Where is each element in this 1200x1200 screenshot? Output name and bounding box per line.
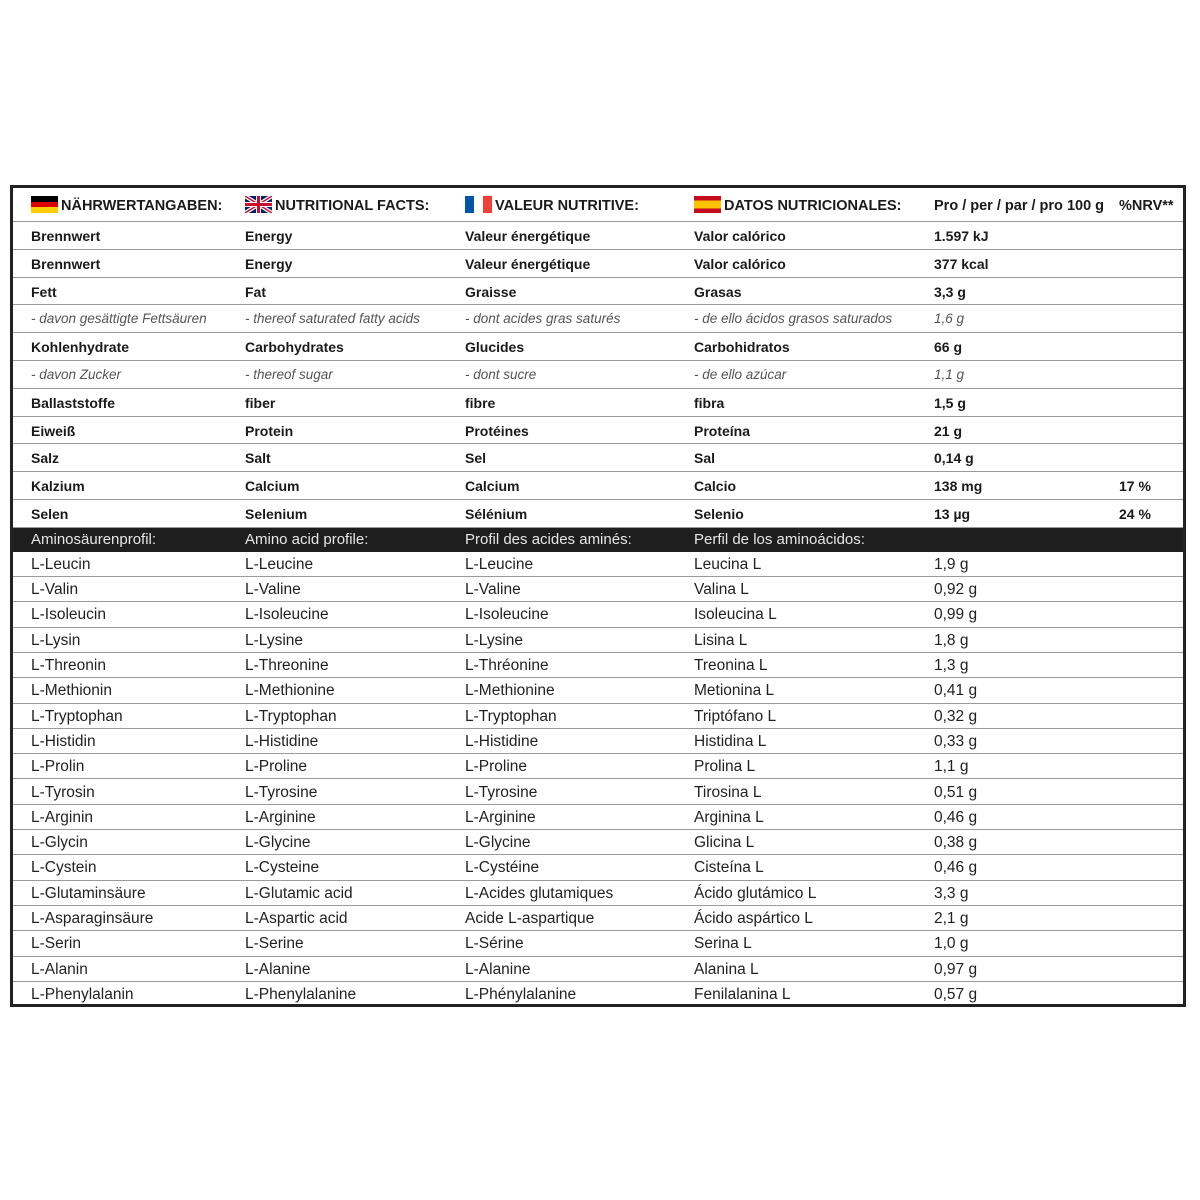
amino-header-row xyxy=(13,528,1183,552)
amino-cell-value: 0,32 g xyxy=(934,707,978,725)
amino-cell-value: 0,51 g xyxy=(934,783,978,801)
amino-cell-en: L-Glycine xyxy=(245,834,311,852)
amino-cell-en: L-Aspartic acid xyxy=(245,910,348,927)
amino-row xyxy=(13,855,1183,880)
header-de-label: NÄHRWERTANGABEN: xyxy=(61,198,223,214)
nutrition-cell-es: Valor calórico xyxy=(694,255,786,272)
amino-cell-fr: L-Valine xyxy=(465,581,521,599)
nutrition-cell-es: Selenio xyxy=(694,506,744,522)
amino-cell-es: Cisteína L xyxy=(694,859,764,877)
amino-cell-value: 1,1 g xyxy=(934,758,969,776)
amino-cell-fr: L-Proline xyxy=(465,758,528,776)
nutrition-cell-en: Calcium xyxy=(245,478,300,495)
amino-cell-es: Lisina L xyxy=(694,631,748,649)
nutrition-row xyxy=(13,444,1183,472)
amino-cell-en: L-Cysteine xyxy=(245,859,320,877)
amino-cell-fr: L-Histidine xyxy=(465,732,539,750)
amino-row xyxy=(13,678,1183,703)
amino-cell-fr: L-Methionine xyxy=(465,682,555,700)
germany-flag-icon xyxy=(31,196,58,213)
amino-cell-value: 0,92 g xyxy=(934,581,978,599)
amino-cell-es: Serina L xyxy=(694,935,752,953)
amino-cell-de: L-Lysin xyxy=(31,631,81,649)
amino-cell-es: Leucina L xyxy=(694,555,762,573)
nutrition-cell-fr: Glucides xyxy=(465,339,525,356)
nutrition-cell-fr: - dont sucre xyxy=(465,367,537,382)
amino-cell-fr: L-Isoleucine xyxy=(465,606,549,624)
header-es-label: DATOS NUTRICIONALES: xyxy=(724,198,902,214)
amino-row xyxy=(13,552,1183,577)
amino-row xyxy=(13,754,1183,779)
nutrition-cell-de: Ballaststoffe xyxy=(31,394,116,411)
nutrition-cell-es: Grasas xyxy=(694,283,742,300)
amino-cell-en: L-Serine xyxy=(245,935,304,953)
amino-cell-fr: L-Alanine xyxy=(465,960,531,978)
nutrition-cell-es: Valor calórico xyxy=(694,228,786,244)
amino-cell-value: 0,57 g xyxy=(934,985,978,1003)
nutrition-cell-fr: Sélénium xyxy=(465,506,528,522)
amino-cell-fr: L-Glycine xyxy=(465,834,531,852)
amino-header-de: Aminosäurenprofil: xyxy=(31,530,157,548)
amino-cell-es: Triptófano L xyxy=(694,707,777,725)
amino-cell-en: L-Arginine xyxy=(245,808,316,826)
nutrition-cell-de: Fett xyxy=(31,283,57,300)
amino-cell-en: L-Proline xyxy=(245,758,308,776)
amino-cell-value: 0,46 g xyxy=(934,859,978,877)
amino-cell-fr: L-Cystéine xyxy=(465,859,540,877)
nutrition-cell-en: Protein xyxy=(245,422,294,439)
amino-cell-fr: L-Phénylalanine xyxy=(465,985,577,1003)
nutrition-cell-en: fiber xyxy=(245,394,276,411)
nutrition-cell-es: - de ello ácidos grasos saturados xyxy=(694,311,893,327)
amino-row xyxy=(13,729,1183,754)
amino-cell-de: L-Glutaminsäure xyxy=(31,884,146,902)
amino-cell-value: 0,99 g xyxy=(934,606,978,624)
header-de xyxy=(31,188,222,224)
amino-cell-de: L-Leucin xyxy=(31,555,91,573)
amino-cell-es: Ácido aspártico L xyxy=(694,910,813,927)
nutrition-cell-es: fibra xyxy=(694,394,725,411)
nutrition-row xyxy=(13,305,1183,333)
amino-cell-de: L-Tryptophan xyxy=(31,707,123,725)
nutrition-cell-de: Kalzium xyxy=(31,478,85,495)
amino-cell-fr: L-Tryptophan xyxy=(465,707,557,725)
nutrition-cell-value: 138 mg xyxy=(934,478,983,495)
amino-cell-de: L-Isoleucin xyxy=(31,606,106,624)
amino-cell-de: L-Glycin xyxy=(31,834,88,852)
nutrition-cell-fr: Sel xyxy=(465,450,487,467)
amino-cell-value: 2,1 g xyxy=(934,910,969,927)
amino-cell-value: 1,9 g xyxy=(934,555,969,573)
amino-cell-es: Valina L xyxy=(694,581,749,599)
amino-cell-de: L-Phenylalanin xyxy=(31,985,134,1003)
amino-cell-es: Isoleucina L xyxy=(694,606,777,624)
nutrition-cell-value: 1,6 g xyxy=(934,311,965,327)
nutrition-cell-es: Sal xyxy=(694,450,716,467)
nutrition-cell-en: - thereof sugar xyxy=(245,367,333,382)
header-en xyxy=(245,188,429,224)
amino-cell-de: L-Cystein xyxy=(31,859,97,877)
nutrition-cell-fr: Protéines xyxy=(465,422,529,439)
amino-cell-en: L-Lysine xyxy=(245,631,304,649)
amino-header-fr: Profil des acides aminés: xyxy=(465,530,632,548)
nutrition-cell-es: Proteína xyxy=(694,422,751,439)
nutrition-cell-de: Brennwert xyxy=(31,228,101,244)
amino-cell-de: L-Histidin xyxy=(31,732,96,750)
amino-cell-de: L-Tyrosin xyxy=(31,783,95,801)
header-fr xyxy=(465,188,639,224)
nutrition-cell-fr: Calcium xyxy=(465,478,520,495)
amino-cell-en: L-Leucine xyxy=(245,555,314,573)
nutrition-cell-value: 66 g xyxy=(934,339,963,356)
amino-row xyxy=(13,704,1183,729)
nutrition-cell-de: Brennwert xyxy=(31,255,101,272)
amino-cell-es: Fenilalanina L xyxy=(694,985,791,1003)
amino-row xyxy=(13,906,1183,931)
amino-cell-es: Prolina L xyxy=(694,758,756,776)
amino-cell-es: Treonina L xyxy=(694,657,768,674)
nutrition-cell-es: - de ello azúcar xyxy=(694,367,787,382)
amino-cell-de: L-Arginin xyxy=(31,808,94,826)
nutrition-cell-en: Selenium xyxy=(245,506,308,522)
nutrition-table xyxy=(10,185,1186,1007)
nutrition-row xyxy=(13,222,1183,250)
nutrition-cell-value: 1,5 g xyxy=(934,394,966,411)
nutrition-cell-en: Carbohydrates xyxy=(245,339,344,356)
nutrition-cell-de: Selen xyxy=(31,506,69,522)
header-es xyxy=(694,188,902,224)
amino-cell-value: 1,8 g xyxy=(934,631,969,649)
nutrition-cell-en: - thereof saturated fatty acids xyxy=(245,311,420,327)
nutrition-cell-de: Kohlenhydrate xyxy=(31,339,130,356)
nutrition-cell-value: 377 kcal xyxy=(934,255,989,272)
amino-cell-fr: L-Arginine xyxy=(465,808,536,826)
amino-header-es: Perfil de los aminoácidos: xyxy=(694,530,865,548)
uk-flag-icon xyxy=(245,196,272,213)
amino-cell-value: 3,3 g xyxy=(934,884,969,902)
nutrition-cell-en: Salt xyxy=(245,450,271,467)
amino-cell-de: L-Methionin xyxy=(31,682,112,700)
amino-cell-es: Histidina L xyxy=(694,732,767,750)
amino-header-en: Amino acid profile: xyxy=(245,530,369,548)
nutrition-cell-value: 21 g xyxy=(934,422,963,439)
amino-cell-en: L-Valine xyxy=(245,581,301,599)
amino-cell-es: Ácido glutámico L xyxy=(694,884,817,902)
nutrition-cell-fr: Graisse xyxy=(465,283,517,300)
header-nrv: %NRV** xyxy=(1119,198,1174,214)
amino-cell-fr: L-Leucine xyxy=(465,555,534,573)
amino-cell-de: L-Serin xyxy=(31,935,81,953)
nutrition-cell-de: - davon gesättigte Fettsäuren xyxy=(31,311,207,327)
spain-flag-icon xyxy=(694,196,721,213)
amino-cell-value: 0,97 g xyxy=(934,960,978,978)
nutrition-cell-fr: - dont acides gras saturés xyxy=(465,311,621,327)
amino-row xyxy=(13,602,1183,627)
france-flag-icon xyxy=(465,196,492,213)
amino-cell-en: L-Alanine xyxy=(245,960,311,978)
nutrition-cell-fr: fibre xyxy=(465,394,496,411)
amino-row xyxy=(13,628,1183,653)
nutrition-cell-value: 1.597 kJ xyxy=(934,228,989,244)
amino-row xyxy=(13,805,1183,830)
nutrition-row xyxy=(13,389,1183,417)
amino-cell-fr: L-Lysine xyxy=(465,631,524,649)
nutrition-row xyxy=(13,417,1183,445)
amino-cell-en: L-Phenylalanine xyxy=(245,985,357,1003)
amino-cell-es: Metionina L xyxy=(694,682,775,700)
amino-cell-value: 0,46 g xyxy=(934,808,978,826)
amino-cell-es: Alanina L xyxy=(694,960,759,978)
nutrition-cell-value: 0,14 g xyxy=(934,450,974,467)
amino-cell-en: L-Tyrosine xyxy=(245,783,318,801)
amino-cell-fr: L-Thréonine xyxy=(465,657,549,674)
nutrition-cell-nrv: 17 % xyxy=(1119,478,1151,495)
nutrition-cell-en: Energy xyxy=(245,228,293,244)
nutrition-cell-en: Energy xyxy=(245,255,293,272)
nutrition-row xyxy=(13,250,1183,278)
amino-cell-en: L-Tryptophan xyxy=(245,707,337,725)
amino-row xyxy=(13,982,1183,1007)
amino-row xyxy=(13,830,1183,855)
nutrition-row xyxy=(13,278,1183,306)
amino-cell-de: L-Alanin xyxy=(31,960,88,978)
nutrition-cell-en: Fat xyxy=(245,283,266,300)
nutrition-row xyxy=(13,472,1183,500)
amino-row xyxy=(13,957,1183,982)
nutrition-row xyxy=(13,361,1183,389)
nutrition-cell-value: 1,1 g xyxy=(934,367,965,382)
nutrition-cell-de: - davon Zucker xyxy=(31,367,122,382)
nutrition-cell-fr: Valeur énergétique xyxy=(465,255,591,272)
amino-cell-en: L-Isoleucine xyxy=(245,606,329,624)
nutrition-cell-de: Salz xyxy=(31,450,60,467)
amino-cell-es: Glicina L xyxy=(694,834,755,852)
nutrition-cell-fr: Valeur énergétique xyxy=(465,228,591,244)
nutrition-cell-value: 13 µg xyxy=(934,506,971,522)
amino-cell-fr: L-Acides glutamiques xyxy=(465,884,614,902)
amino-cell-en: L-Glutamic acid xyxy=(245,884,353,902)
amino-cell-value: 0,33 g xyxy=(934,732,978,750)
amino-cell-de: L-Prolin xyxy=(31,758,85,776)
amino-cell-value: 1,3 g xyxy=(934,657,969,674)
amino-row xyxy=(13,577,1183,602)
amino-cell-value: 1,0 g xyxy=(934,935,969,953)
amino-cell-value: 0,38 g xyxy=(934,834,978,852)
table-header-row xyxy=(13,188,1183,222)
amino-cell-value: 0,41 g xyxy=(934,682,978,700)
amino-cell-fr: L-Tyrosine xyxy=(465,783,538,801)
header-fr-label: VALEUR NUTRITIVE: xyxy=(495,198,639,214)
amino-cell-fr: Acide L-aspartique xyxy=(465,910,595,927)
amino-cell-de: L-Asparaginsäure xyxy=(31,910,154,927)
amino-cell-en: L-Histidine xyxy=(245,732,319,750)
amino-cell-en: L-Methionine xyxy=(245,682,335,700)
amino-cell-es: Tirosina L xyxy=(694,783,762,801)
nutrition-cell-value: 3,3 g xyxy=(934,283,966,300)
amino-cell-de: L-Threonin xyxy=(31,657,106,674)
header-en-label: NUTRITIONAL FACTS: xyxy=(275,198,430,214)
nutrition-cell-es: Carbohidratos xyxy=(694,339,790,356)
nutrition-cell-es: Calcio xyxy=(694,478,737,495)
amino-row xyxy=(13,931,1183,956)
amino-cell-fr: L-Sérine xyxy=(465,935,524,953)
nutrition-row xyxy=(13,500,1183,528)
nutrition-row xyxy=(13,333,1183,361)
amino-row xyxy=(13,653,1183,678)
nutrition-cell-nrv: 24 % xyxy=(1119,506,1151,522)
amino-row xyxy=(13,780,1183,805)
amino-cell-de: L-Valin xyxy=(31,581,79,599)
amino-cell-es: Arginina L xyxy=(694,808,764,826)
nutrition-cell-de: Eiweiß xyxy=(31,422,76,439)
amino-row xyxy=(13,881,1183,906)
amino-cell-en: L-Threonine xyxy=(245,657,329,674)
header-per: Pro / per / par / pro 100 g xyxy=(934,198,1105,214)
